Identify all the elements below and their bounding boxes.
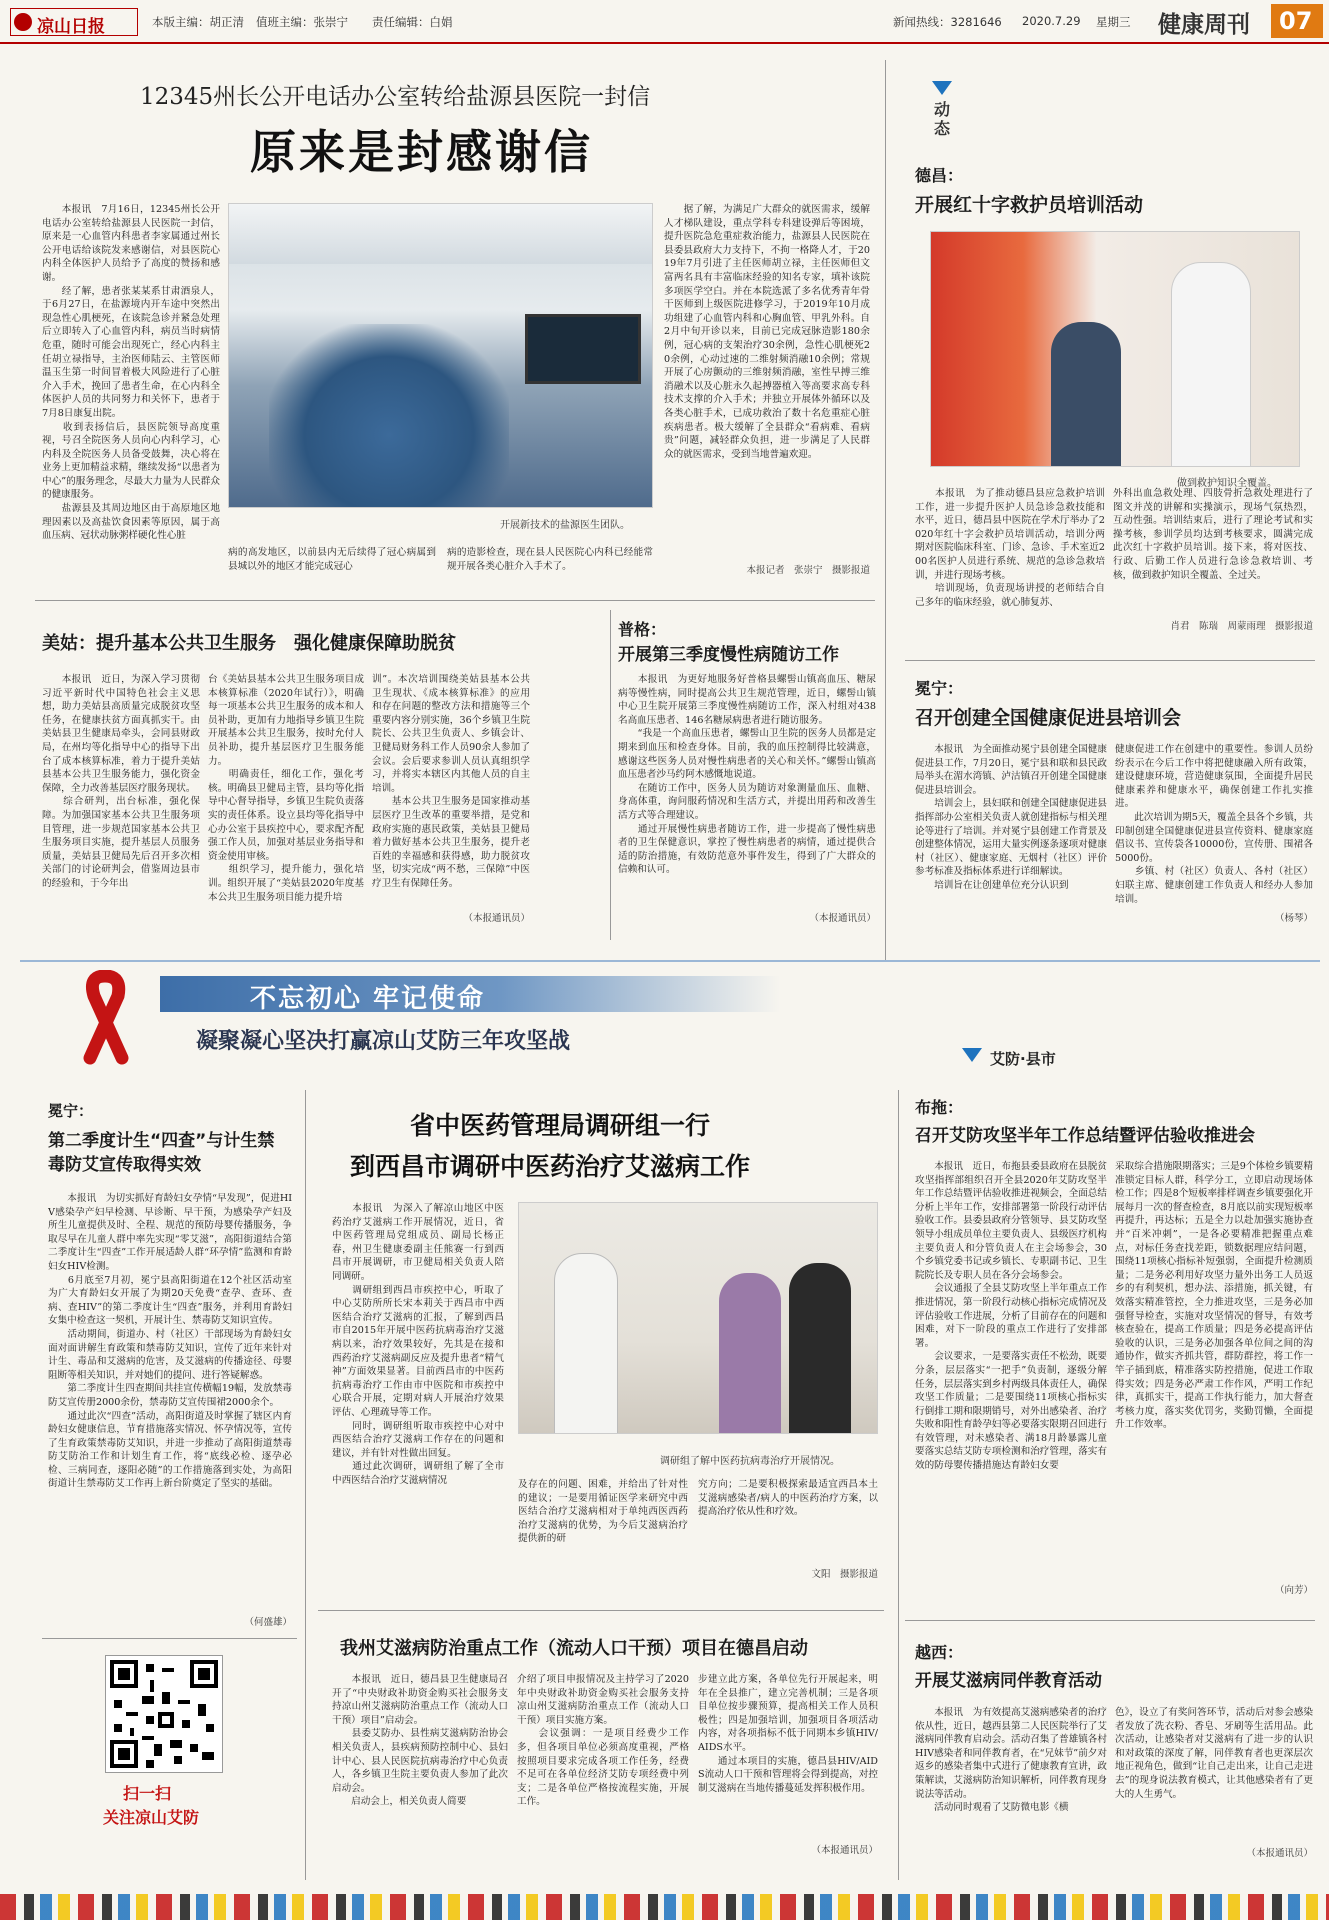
- mn2-byline: （何盛雄）: [244, 1617, 292, 1628]
- puge-col: 本报讯 为更好地服务好普格县螺髻山镇高血压、糖尿病等慢性病，同时提高公共卫生规范管理，近日，螺髻山镇中心卫生院开展第三季度慢性病随访工作，深入村组对438名高血压患者、146名糖尿病患者进行随访服务。 “我是一个高血压患者，螺髻山卫生院的医务人员都是定期来到血压和检查身体。目前，我的血压控制得比较满意，感谢这些医务人员对慢性病患者的关心和关怀。”螺髻山镇高血压患者沙马约阿木感慨地说道。 在随访工作中，医务人员为随访对象测量血压、血糖、身高体重，询问服药情况和生活方式，并提出用药和改善生活方式等合理建议。 通过开展慢性病患者随访工作，进一步提高了慢性病患者的卫生保健意识，掌控了慢性病患者的病情，通过提供合适的防治措施，有效防范意外事件发生，得到了广大群众的信赖和认可。: [618, 674, 876, 876]
- meigu-headline: 美姑：提升基本公共卫生服务 强化健康保障助脱贫: [42, 633, 456, 654]
- butuo-byline: （向芳）: [1274, 1585, 1313, 1596]
- puge-byline: （本报通讯员）: [809, 913, 876, 924]
- yuexi-place: 越西：: [915, 1643, 964, 1662]
- butuo-col2: 采取综合措施限期落实；三是9个体检乡镇要精准锁定目标人群，科学分工，立即启动现场体检工作；四是8个短板率排样调查乡镇要强化开展每月一次的督查检查，8月底以前实现短板率再提升，再达标；五是全力以赴加强实施协查并“百米冲刺”，一是各必要精准把握重点难点，对标任务查找差距，锁数据理应结问题，围绕11项核心指标补短强弱，全面提升检测质量；二是务必利用好攻坚力量外出务工人员返乡的有利契机，想办法、添措施，抓关键，有效落实精准管控，全力推进攻坚，三是务必加强督导检查，实施对攻坚情况的督导，有效考核查验在，提高工作质量；四是务必提高评估验收的认识，三是务必加强各单位间之间的沟通协作，做实齐抓共管，群防群控，将工作一竿子插到底，精准落实防控措施，促进工作取得实效；四是务必严肃工作作风，严明工作纪律，真抓实干，提高工作执行能力，加大督查考核力度，落实奖优罚劣，奖勤罚懒，全面提升工作效率。: [1115, 1161, 1313, 1431]
- mn2-col: 本报讯 为切实抓好育龄妇女孕情“早发现”，促进HIV感染孕产妇早检测、早诊断、早干预，为感染孕产妇及所生儿童提供及时、全程、规范的预防母婴传播服务，争取尽早在儿童人群中率先实现“零艾滋”，高阳街道结合第二季度计生“四查”工作开展适龄人群“环孕情”监测和育龄妇女HIV检测。 6月底至7月初，冕宁县高阳街道在12个社区活动室为广大育龄妇女开展了为期20天免费“查孕、查环、查病、查HIV”的第二季度计生“四查”服务，并利用育龄妇女集中检查这一契机，开展计生、禁毒防艾知识宣传。 活动期间，街道办、村（社区）干部现场为育龄妇女面对面讲解生育政策和禁毒防艾知识，宣传了近年来针对计生、毒品和艾滋病的危害，及艾滋病的传播途径、母婴阻断等相关知识，并对她们的提问、进行答疑解惑。 第二季度计生四查期间共挂宣传横幅19幅，发放禁毒防艾宣传册2000余份，禁毒防艾宣传围裙2000余个。 通过此次“四查”活动，高阳街道及时掌握了辖区内育龄妇女健康信息，节育措施落实情况、怀孕情况等，宣传了生育政策禁毒防艾知识，并进一步推动了高阳街道禁毒防艾防治工作和计划生育工作，将“底线必检、逐孕必检、三病同查，逐阳必随”的工作措施落到实处，为高阳街道计生禁毒防艾工作再上新台阶奠定了坚实的基础。: [48, 1193, 292, 1490]
- ceiling-lights: [229, 204, 653, 264]
- logo-mark-icon: [14, 13, 32, 31]
- aifang-label: 艾防·县市: [990, 1050, 1056, 1068]
- lead-bottom1: 病的高发地区，以前县内无后续得了冠心病属到县城以外的地区才能完成冠心: [228, 547, 436, 572]
- floating-headline: 我州艾滋病防治重点工作（流动人口干预）项目在德昌启动: [340, 1638, 808, 1659]
- masthead: [0, 0, 1329, 44]
- dechang-col1: 本报讯 为了推动德昌县应急救护培训工作，进一步提升医护人员急诊急救技能和水平，近日，德昌县中医院在学术厅举办了2020年红十字会救护员培训活动，培训分两期对医院临床科室、门诊、急诊、手术室近200名医护人员进行系统、规范的急诊急救培训，并进行现场考核。 培训现场，负责现场讲授的老师结合自己多年的临床经验，就心肺复苏、: [915, 488, 1105, 608]
- tcm-col1: 本报讯 为深入了解凉山地区中医药治疗艾滋病工作开展情况，近日，省中医药管理局党组成员、副局长杨正春，州卫生健康委副主任熊赛一行到西昌市开展调研，市卫健局相关负责人陪同调研。 调研组到西昌市疾控中心，听取了中心艾防所所长宋本莉关于西昌市中西医结合治疗艾滋病的汇报，了解到西昌市自2015年开展中医药抗病毒治疗艾滋病以来，治疗效果较好，先其是在接和西药治疗艾滋病副反应及提升患者“精气神”方面效果显著。目前西昌市的中医药抗病毒治疗工作由市中医院和市疾控中心联合开展，定期对病人开展治疗效果评估、心理疏导等工作。 同时，调研组听取市疾控中心对中西医结合治疗艾滋病工作存在的问题和建议，并有针对性做出回复。 通过此次调研，调研组了解了全市中西医结合治疗艾滋病情况: [332, 1203, 504, 1486]
- dechang-col2: 外科出血急救处理、四肢骨折急救处理进行了图文并茂的讲解和实操演示，现场气氛热烈，互动性强。培训结束后，进行了理论考试和实操考核，参训学员均达到考核要求，圆满完成此次红十字救护员培训。接下来，将对医技、行政、后勤工作人员进行急诊急救培训、考核，做到救护知识全覆盖、全过关。: [1113, 488, 1313, 581]
- aifang-marker: [962, 1047, 982, 1066]
- dechang-photo-caption: 做到救护知识全覆盖。: [1177, 478, 1277, 489]
- meigu-col2: 台《美姑县基本公共卫生服务项目成本核算标准（2020年试行）》，明确每一项基本公共卫生服务的成本和人员补助，更加有力地指导乡镇卫生院开展基本公共卫生服务，按时允付人员补助，提升基层医疗卫生服务能力。 明确责任，细化工作，强化考核。明确县卫健局主管，县均等化指导中心督导指导，乡镇卫生院负责落实的责任体系。设立县均等化指导中心办公室于县疾控中心，要求配齐配强工作人员，加强对基层业务指导和资金使用审核。 组织学习，提升能力，强化培训。组织开展了“美姑县2020年度基本公共卫生服务项目能力提升培: [208, 674, 364, 903]
- floating-col1: 本报讯 近日，德昌县卫生健康局召开了“中央财政补助资金购买社会服务支持凉山州艾滋病防治重点工作（流动人口干预）项目”启动会。 县委艾防办、县性病艾滋病防治协会相关负责人，县疾病预防控制中心、县妇计中心、县人民医院抗病毒治疗中心负责人，各乡镇卫生院主要负责人参加了此次启动会。 启动会上，相关负责人简要: [332, 1674, 508, 1808]
- issue-date: 2020.7.29: [1022, 14, 1081, 28]
- dechang-byline: 肖君 陈瑞 周蒙雨理 摄影报道: [1170, 621, 1313, 632]
- yuexi-col1: 本报讯 为有效提高艾滋病感染者的治疗依从性，近日，越西县第二人民医院举行了艾滋病同伴教育启动会。活动召集了普雄镇各村HIV感染者和同伴教育者，在“兄妹节”前夕对返乡的感染者集中式进行了健康教育宣讲，政策解读，艾滋病防治知识解析，同伴教育现身说法等活动。 活动同时观看了艾防微电影《横: [915, 1707, 1107, 1814]
- tcm-byline: 文阳 摄影报道: [811, 1569, 878, 1580]
- butuo-col1: 本报讯 近日，布拖县委县政府在县脱贫攻坚指挥部组织召开全县2020年艾防攻坚半年工作总结暨评估验收推进视频会，全面总结分析上半年工作，安排部署第一阶段行动评估验收工作。县委县政府分管领导、县艾防攻坚领导小组成员单位主要负责人、县级医疗机构主要负责人和分管负责人在主会场参会，30个乡镇党委书记或乡镇长、专职副书记、卫生院院长及专职人员在各分会场参会。 会议通报了全县艾防攻坚上半年重点工作推进情况，第一阶段行动核心指标完成情况及评估验收工作进展，分析了目前存在的问题和困难，对下一阶段的重点工作进行了安排部署。 会议要求，一是要落实责任不松劲，既要分条，层层落实“一把手”负责制，逐级分解任务，层层落实到乡村两级具体责任人，确保攻坚工作质量；二是要围绕11项核心指标实行倒排工期和限期销号，对外出感染者、治疗失败和阳性育龄孕妇等必要落实限期召回进行有效管理，对未感染者、满18月龄暴露儿童要落实总结艾防专项检测和治疗管理，落实有效的防母婴传播措施达育龄妇女要: [915, 1161, 1107, 1472]
- floating-col3: 步建立此方案，各单位先行开展起来，明年在全县推广，建立完善机制；三是各项目单位按步骤预算，提高相关工作人员积极性；四是加强培训，加强项目各项活动内容，对各项指标不低于同期本乡镇HIV/AIDS水平。 通过本项目的实施，德昌县HIV/AIDS流动人口干预和管理将会得到提高，对控制艾滋病在当地传播蔓延发挥积极作用。: [698, 1674, 878, 1794]
- puge-headline: 开展第三季度慢性病随访工作: [618, 645, 839, 665]
- triangle-icon: [962, 1048, 982, 1062]
- dongtai-marker: [932, 80, 952, 99]
- qr-caption-2: 关注凉山艾防: [103, 1808, 200, 1827]
- tcm-bottom1: 及存在的问题、困难，并给出了针对性的建议；一是要用循证医学来研究中西医结合治疗艾滋病相对于单纯西医西药治疗艾滋病的优势，为今后艾滋病治疗提供新的研: [518, 1479, 688, 1545]
- qr-code[interactable]: [105, 1655, 223, 1773]
- weekday: 星期三: [1096, 15, 1131, 29]
- mianning-col2: 健康促进工作在创建中的重要性。参训人员纷纷表示在今后工作中将把健康融入所有政策，建设健康环境，营造健康氛围，全面提升居民健康素养和健康水平，确保创建工作扎实推进。 此次培训为期5天，覆盖全县各个乡镇，共印制创建全国健康促进县宣传资料、健康家庭倡议书、宣传袋各10000份，宣传册、围裙各5000份。 乡镇、村（社区）负责人、各村（社区）妇联主席、健康创建工作负责人和经办人参加培训。: [1115, 744, 1313, 905]
- lead-photo-caption: 开展新技术的盐源医生团队。: [500, 520, 630, 531]
- lead-kicker: 12345州长公开电话办公室转给盐源县医院一封信: [140, 84, 651, 110]
- tcm-bottom2: 究方向；二是要积极探索最适宜西昌本土艾滋病感染者/病人的中医药治疗方案，以提高治疗依从性和疗效。: [698, 1479, 878, 1518]
- newspaper-logo: 凉山日报: [10, 8, 138, 36]
- mianning-col1: 本报讯 为全面推动冕宁县创建全国健康促进县工作，7月20日，冕宁县和联和县民政局举头在湄水湾镇、泸沽镇召开创建全国健康促进县培训会。 培训会上，县妇联和创建全国健康促进县指挥部办公室相关负责人就创建指标与相关理论等进行了培训。并对冕宁县创建工作背景及创建整体情况，运用大量实例逐条逐项对健康村（社区）、健康家庭、无烟村（社区）评价参考标准及指标体系进行详细解读。 培训旨在让创建单位充分认识到: [915, 744, 1107, 891]
- lead-headline: 原来是封感谢信: [250, 125, 593, 179]
- monitor-screen: [525, 314, 641, 384]
- yuexi-byline: （本报通讯员）: [1246, 1848, 1313, 1859]
- resp-editor-credit: 责任编辑：白娟: [372, 15, 453, 29]
- mianning-place: 冕宁：: [915, 679, 964, 698]
- editor-credit: 本版主编：胡正清: [152, 15, 244, 29]
- mianning-headline: 召开创建全国健康促进县培训会: [915, 707, 1182, 729]
- doctor-figure-1: [719, 1273, 781, 1434]
- dongtai-label: 动态: [934, 100, 951, 138]
- yuexi-headline: 开展艾滋病同伴教育活动: [915, 1671, 1102, 1691]
- triangle-icon: [932, 81, 952, 95]
- print-color-bar: [0, 1894, 1329, 1920]
- meigu-byline: （本报通讯员）: [463, 913, 530, 924]
- qr-code-pattern: [106, 1656, 222, 1772]
- dechang-photo: [930, 231, 1300, 467]
- lead-photo: [228, 203, 653, 508]
- mn2-place: 冕宁：: [48, 1102, 94, 1120]
- yuexi-col2: 色》，设立了有奖问答环节，活动后对参会感染者发放了洗衣粉、香皂、牙刷等生活用品。此次活动，让感染者对艾滋病有了进一步的认识和对政策的深度了解，同伴教育者也更深层次地正视角色，做到“让自己走出来，让自己走进去”的现身说法教育模式，让其他感染者有了更大的人生勇气。: [1115, 1707, 1313, 1800]
- page-number-box: 07: [1271, 4, 1323, 38]
- trainee-figure: [1051, 322, 1121, 467]
- tcm-title-1: 省中医药管理局调研组一行: [410, 1111, 711, 1140]
- section-title: 健康周刊: [1158, 12, 1250, 38]
- meigu-col3: 训”。本次培训围绕美姑县基本公共卫生现状、《成本核算标准》的应用和存在问题的整改方法和措施等三个重要内容分别实施，36个乡镇卫生院院长、公共卫生负责人、乡镇会计、卫健局财务科工作人员90余人参加了会议。会后要求参训人员认真组织学习，并将实本辖区内其他人员的自主培训。 基本公共卫生服务是国家推动基层医疗卫生改革的重要举措，是党和政府实施的惠民政策，美姑县卫健局着力做好基本公共卫生服务，提升老百姓的幸福感和获得感，助力脱贫攻坚，切实完成“两不愁，三保障”中医疗卫生有保障任务。: [372, 674, 530, 889]
- lead-bottom2: 病的造影检查，现在县人民医院心内科已经能常规开展各类心脏介入手术了。: [447, 547, 653, 572]
- butuo-headline: 召开艾防攻坚半年工作总结暨评估验收推进会: [915, 1126, 1255, 1146]
- butuo-place: 布拖：: [915, 1098, 964, 1117]
- mn2-headline: 第二季度计生“四查”与计生禁毒防艾宣传取得实效: [48, 1131, 275, 1175]
- red-ribbon-svg: [60, 970, 150, 1065]
- banner-headline: 凝聚凝心坚决打赢凉山艾防三年攻坚战: [196, 1029, 571, 1054]
- dechang-headline: 开展红十字救护员培训活动: [915, 194, 1144, 216]
- floating-col2: 介绍了项目申报情况及主持学习了2020年中央财政补助资金购买社会服务支持凉山州艾滋病防治重点工作（流动人口干预）项目实施方案。 会议强调：一是项目经费少工作多，但各项目单位必须高度重视，严格按照项目要求完成各项工作任务，经费不足可在各单位经济艾防专项经费中列支；二是各单位严格按流程实施，开展工作。: [517, 1674, 689, 1808]
- official-figure: [554, 1253, 618, 1434]
- lead-col3: 据了解，为满足广大群众的就医需求，缓解人才梯队建设，重点学科专科建设弹后等困境，提升医院急危重症救治能力，盐源县人民医院在县委县政府大力支持下，不拘一格降人才，于2019年7月引进了主任医师胡立禄，主任医师但文富两名具有丰富临床经验的知名专家，填补该院多项医学空白。并在本院选派了多名优秀青年骨干医师到上级医院进修学习，于2019年10月成功组建了心血管内科和心胸血管、甲乳外科。自2月中旬开诊以来，目前已完成冠脉造影180余例，冠心病的支架治疗30余例，急性心肌梗死20余例，心动过速的二维射频消融10余例；常规开展了心房颤动的三维射频消融，室性早搏三维消融术以及心脏永久起搏器植入等高要求高专科技术支撑的介入手术；并独立开展体外循环以及各类心脏手术，已成功救治了数十名危重症心脏疾病患者。极大缓解了全县群众“看病难、看病贵”问题，减轻群众负担，进一步满足了人民群众的就医需求，受到当地普遍欢迎。: [664, 204, 870, 460]
- instructor-figure: [1171, 262, 1251, 467]
- tcm-photo-caption: 调研组了解中医药抗病毒治疗开展情况。: [660, 1456, 840, 1467]
- lead-col1: 本报讯 7月16日，12345州长公开电话办公室转给盐源县人民医院一封信，原来是一心血管内科患者李家属通过州长公开电话给该院发来感谢信，对县医院心内科全体医护人员给予了高度的赞扬和感谢。 经了解，患者张某某系甘肃酒泉人，于6月27日，在盐源境内开车途中突然出现急性心肌梗死，在该院急诊并紧急处理后立即转入了心血管内科，病员当时病情危重，随时可能会出现死亡，经心内科主任胡立禄指导，主治医师陆云、主管医师温玉生第一时间冒着极大风险进行了心脏介入手术，挽回了患者生命，在心内科全体医护人员的共同努力和关怀下，患者于7月8日康复出院。 收到表扬信后，县医院领导高度重视，号召全院医务人员向心内科学习，心内科及全院医务人员备受鼓舞，决心将在业务上更加精益求精，继续发扬“以患者为中心”的服务理念，尽最大力量为人民群众的健康服务。 盐源县及其周边地区由于高原地区地理因素以及高盐饮食因素等原因，属于高血压病、冠状动脉粥样硬化性心脏: [42, 204, 220, 542]
- aids-banner: [20, 960, 1320, 1070]
- slogan-strip: [160, 976, 780, 1012]
- lead-byline: 本报记者 张崇宁 摄影报道: [746, 565, 870, 576]
- staff-group: [269, 324, 509, 508]
- floating-byline: （本报通讯员）: [811, 1845, 878, 1856]
- duty-editor-credit: 值班主编：张崇宁: [256, 15, 348, 29]
- doctor-figure-2: [789, 1263, 851, 1434]
- banner-slogan: 不忘初心 牢记使命: [250, 984, 486, 1014]
- meigu-col1: 本报讯 近日，为深入学习贯彻习近平新时代中国特色社会主义思想，助力美姑县高质量完成脱贫攻坚任务，在健康扶贫方面真抓实干。由美姑县卫生健康局牵头，会同县财政局，在州均等化指导中心的指导下出台了成本核算标准，着力于提升美姑县基本公共卫生服务能力，强化资金保障，全力改善基层医疗服务现状。 综合研判，出台标准，强化保障。为加强国家基本公共卫生服务项目管理，进一步规范国家基本公共卫生服务项目实施，提升基层人员服务质量，美姑县卫健局先后召开多次相关部门的讨论研判会，借鉴周边县市的经验和，于今年出: [42, 674, 200, 889]
- qr-caption-1: 扫一扫: [123, 1784, 172, 1803]
- tcm-photo: [518, 1202, 878, 1434]
- tcm-title-2: 到西昌市调研中医药治疗艾滋病工作: [350, 1152, 751, 1181]
- red-ribbon-icon: [60, 970, 150, 1065]
- mianning-byline: （杨琴）: [1274, 913, 1313, 924]
- puge-place: 普格：: [618, 620, 667, 639]
- dechang-place: 德昌：: [915, 166, 964, 185]
- hotline: 新闻热线：3281646: [893, 15, 1002, 29]
